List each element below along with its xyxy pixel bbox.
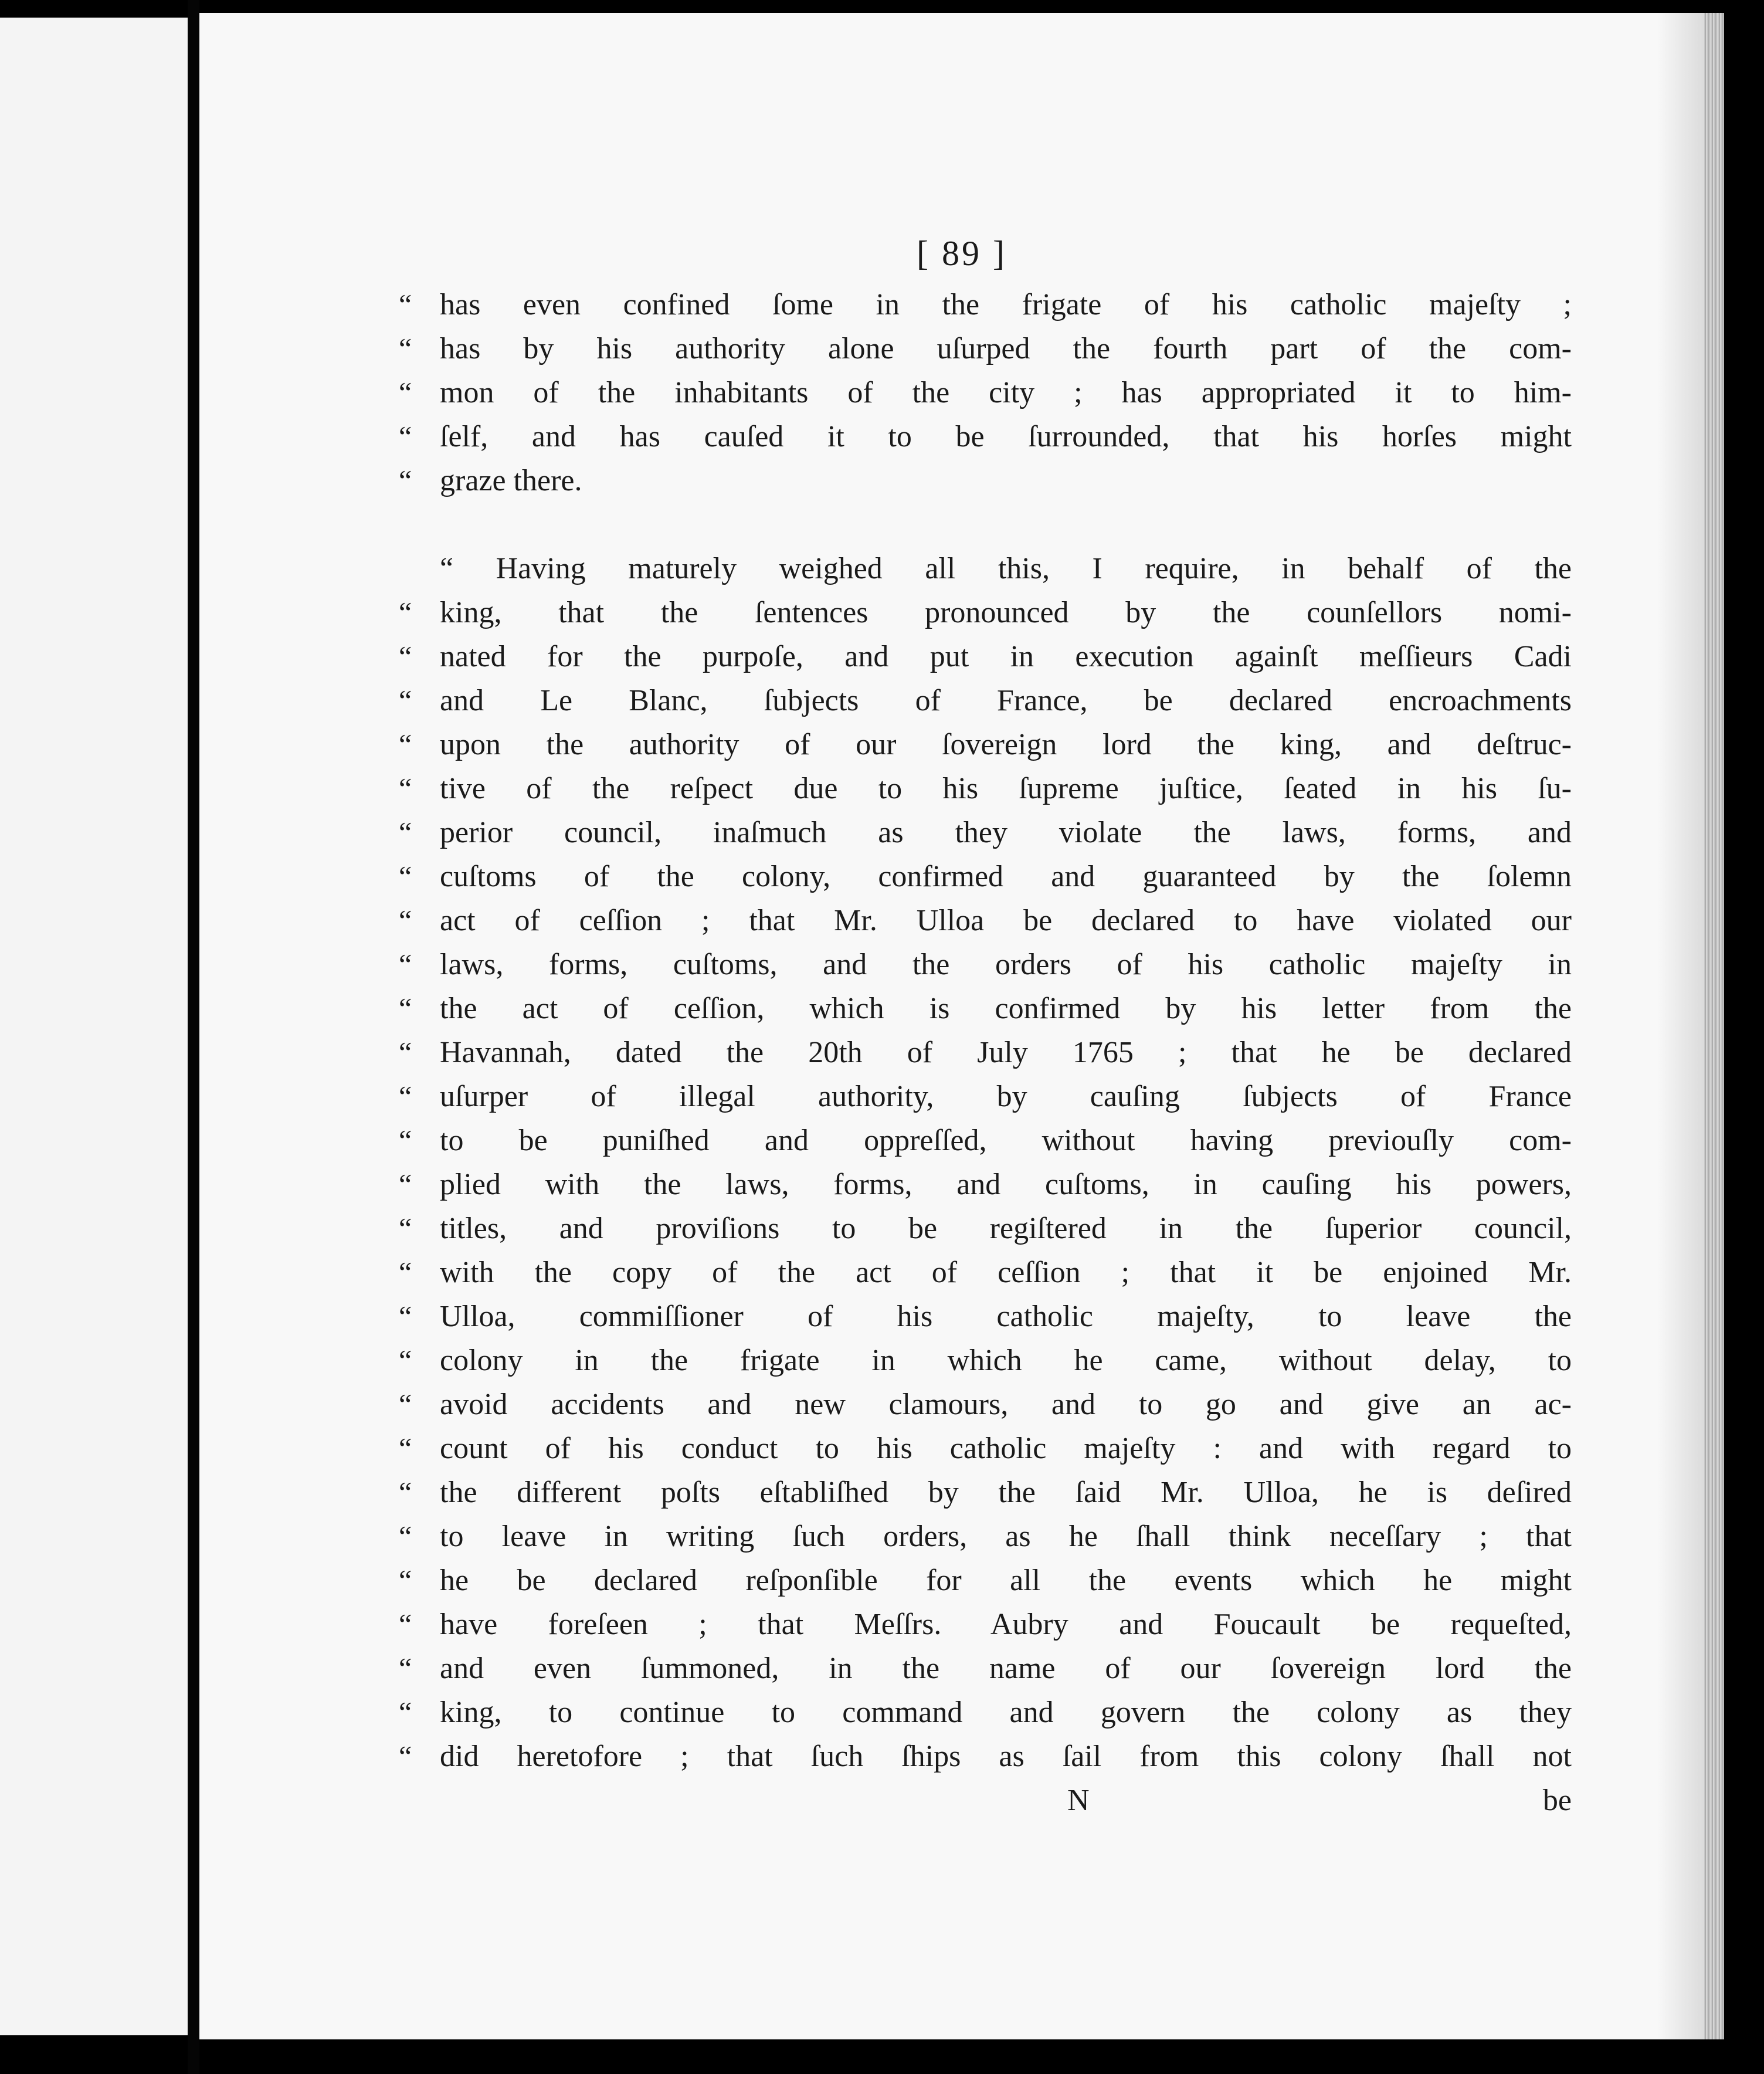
text-line: [399, 1646, 1572, 1690]
text-line: [399, 1514, 1572, 1558]
text-line: [399, 767, 1572, 811]
line-text: ſelf, and has cauſed it to be ſurrounded, that his horſes might: [440, 420, 1572, 453]
text-line: [399, 591, 1572, 635]
line-text: with the copy of the act of ceſſion ; that it be enjoined Mr.: [440, 1256, 1572, 1289]
text-line: [399, 943, 1572, 987]
text-line: [399, 899, 1572, 943]
quote-mark: “: [399, 1432, 412, 1465]
text-line: [399, 1558, 1572, 1602]
previous-page-edge: [0, 18, 188, 2035]
line-text: count of his conduct to his catholic majeſty : and with regard to: [440, 1432, 1572, 1465]
line-text: the different poſts eſtabliſhed by the ſaid Mr. Ulloa, he is deſired: [440, 1476, 1572, 1509]
catchword: be: [1542, 1784, 1572, 1817]
text-line: [399, 547, 1572, 591]
quote-mark: “: [399, 684, 412, 717]
text-line: [399, 1382, 1572, 1426]
paragraph: [399, 547, 1572, 1778]
text-line: [399, 1470, 1572, 1514]
quote-mark: “: [399, 1564, 412, 1597]
line-text: colony in the frigate in which he came, without delay, to: [440, 1344, 1572, 1377]
text-line: [399, 1338, 1572, 1382]
quote-mark: “: [399, 1212, 412, 1245]
quote-mark: “: [399, 1344, 412, 1377]
line-text: avoid accidents and new clamours, and to go and give an ac-: [440, 1388, 1572, 1421]
quote-mark: “: [399, 1520, 412, 1553]
line-text: to leave in writing ſuch orders, as he ſhall think neceſſary ; that: [440, 1520, 1572, 1553]
line-text: did heretofore ; that ſuch ſhips as ſail from this colony ſhall not: [440, 1740, 1572, 1773]
book-page: [199, 13, 1724, 2039]
text-line: [399, 1031, 1572, 1075]
line-text: graze there.: [440, 464, 582, 497]
text-line: [399, 1426, 1572, 1470]
quote-mark: “: [399, 1696, 412, 1729]
line-text: act of ceſſion ; that Mr. Ulloa be declared to have violated our: [440, 904, 1572, 937]
quote-mark: “: [399, 288, 412, 321]
text-line: [399, 679, 1572, 723]
quote-mark: “: [399, 904, 412, 937]
quote-mark: “: [399, 1124, 412, 1157]
text-line: [399, 1163, 1572, 1207]
book-gutter: [188, 0, 199, 2074]
text-line: [399, 1075, 1572, 1119]
paragraph-gap: [399, 503, 1572, 547]
quote-mark: “: [399, 1476, 412, 1509]
quote-mark: “: [399, 376, 412, 409]
text-line: [399, 987, 1572, 1031]
line-text: and Le Blanc, ſubjects of France, be declared encroachments: [440, 684, 1572, 717]
signature-mark: N: [1067, 1784, 1090, 1817]
text-line: [399, 1119, 1572, 1163]
text-line: [399, 371, 1572, 415]
line-text: plied with the laws, forms, and cuſtoms, in cauſing his powers,: [440, 1168, 1572, 1201]
paragraph: [399, 283, 1572, 503]
text-line: [399, 855, 1572, 899]
page-footer: [399, 1778, 1572, 1822]
quote-mark: “: [399, 816, 412, 849]
line-text: and even ſummoned, in the name of our ſovereign lord the: [440, 1652, 1572, 1685]
text-line: [399, 635, 1572, 679]
page-edge-shadow: [1657, 13, 1704, 2039]
line-text: upon the authority of our ſovereign lord the king, and deſtruc-: [440, 728, 1572, 761]
paragraphs: [399, 283, 1572, 1778]
text-line: [399, 1207, 1572, 1250]
quote-mark: “: [399, 420, 412, 453]
quote-mark: “: [399, 1256, 412, 1289]
quote-mark: “: [399, 1168, 412, 1201]
line-text: tive of the reſpect due to his ſupreme juſtice, ſeated in his ſu-: [440, 772, 1572, 805]
quote-mark: “: [399, 1652, 412, 1685]
text-line: [399, 415, 1572, 459]
text-line: [399, 283, 1572, 327]
quote-mark: “: [399, 860, 412, 893]
line-text: Ulloa, commiſſioner of his catholic majeſty, to leave the: [440, 1300, 1572, 1333]
text-line: [399, 723, 1572, 767]
line-text: the act of ceſſion, which is confirmed by his letter from the: [440, 992, 1572, 1025]
quote-mark: “: [399, 992, 412, 1025]
quote-mark: “: [399, 1388, 412, 1421]
line-text: Havannah, dated the 20th of July 1765 ; that he be declared: [440, 1036, 1572, 1069]
quote-mark: “: [399, 948, 412, 981]
text-line: [399, 1690, 1572, 1734]
quote-mark: “: [399, 772, 412, 805]
line-text: “ Having maturely weighed all this, I require, in behalf of the: [440, 552, 1572, 585]
line-text: king, that the ſentences pronounced by the counſellors nomi-: [440, 596, 1572, 629]
page-number: [ 89 ]: [917, 234, 1007, 273]
text-line: [399, 1294, 1572, 1338]
line-text: he be declared reſponſible for all the events which he might: [440, 1564, 1572, 1597]
line-text: titles, and proviſions to be regiſtered in the ſuperior council,: [440, 1212, 1572, 1245]
quote-mark: “: [399, 332, 412, 365]
line-text: have foreſeen ; that Meſſrs. Aubry and Foucault be requeſted,: [440, 1608, 1572, 1641]
line-text: laws, forms, cuſtoms, and the orders of his catholic majeſty in: [440, 948, 1572, 981]
quote-mark: “: [399, 1608, 412, 1641]
line-text: to be puniſhed and oppreſſed, without having previouſly com-: [440, 1124, 1572, 1157]
body-text: [399, 283, 1572, 1822]
quote-mark: “: [399, 596, 412, 629]
text-line: [399, 811, 1572, 855]
line-text: king, to continue to command and govern the colony as they: [440, 1696, 1572, 1729]
quote-mark: “: [399, 1300, 412, 1333]
line-text: has by his authority alone uſurped the fourth part of the com-: [440, 332, 1572, 365]
text-line: [399, 1602, 1572, 1646]
line-text: mon of the inhabitants of the city ; has appropriated it to him-: [440, 376, 1572, 409]
line-text: nated for the purpoſe, and put in execution againſt meſſieurs Cadi: [440, 640, 1572, 673]
text-line: [399, 459, 1572, 503]
quote-mark: “: [399, 464, 412, 497]
quote-mark: “: [399, 640, 412, 673]
quote-mark: “: [399, 1080, 412, 1113]
quote-mark: “: [399, 1036, 412, 1069]
text-line: [399, 1250, 1572, 1294]
line-text: perior council, inaſmuch as they violate the laws, forms, and: [440, 816, 1572, 849]
quote-mark: “: [399, 728, 412, 761]
line-text: has even confined ſome in the frigate of his catholic majeſty ;: [440, 288, 1572, 321]
text-line: [399, 1734, 1572, 1778]
quote-mark: “: [399, 1740, 412, 1773]
text-line: [399, 327, 1572, 371]
line-text: cuſtoms of the colony, confirmed and guaranteed by the ſolemn: [440, 860, 1572, 893]
line-text: uſurper of illegal authority, by cauſing ſubjects of France: [440, 1080, 1572, 1113]
page-edge: [1704, 13, 1724, 2039]
